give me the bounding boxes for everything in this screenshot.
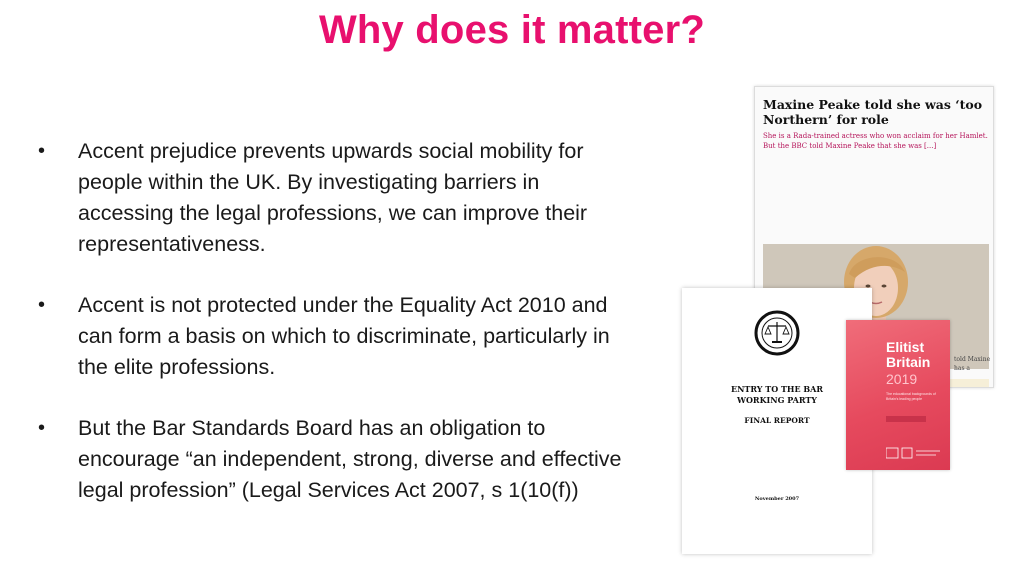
article-headline: Maxine Peake told she was ‘too Northern’ for role [763, 97, 983, 127]
report-subtitle: FINAL REPORT [744, 416, 810, 425]
elitist-britain-cover [846, 320, 950, 470]
eb-band [886, 416, 926, 422]
bullet-item [38, 136, 638, 260]
bullet-dot-icon: • [38, 417, 46, 439]
article-side-snippet: told Maxine has a [954, 356, 991, 372]
report-date: November 2007 [754, 496, 800, 502]
eb-title: Elitist Britain [886, 339, 931, 370]
report-cover [682, 288, 872, 554]
bullet-item [38, 290, 638, 383]
bullet-text: But the Bar Standards Board has an obligation to encourage “an independent, strong, diverse and effective legal profession” (Legal Services Act 2007, s 1(10(f)) [78, 416, 622, 502]
slide-title: Why does it matter? [318, 8, 706, 52]
eb-year: 2019 [886, 371, 918, 387]
bullet-text: Accent is not protected under the Equality Act 2010 and can form a basis on which to discriminate, particularly in the elite professions. [78, 293, 610, 379]
bullet-list [38, 136, 638, 536]
bullet-text: Accent prejudice prevents upwards social mobility for people within the UK. By investigating barriers in accessing the legal professions, we can improve their representativeness. [78, 139, 588, 256]
bullet-dot-icon: • [38, 140, 46, 162]
eb-description: The educational backgrounds of Britain's leading people [886, 392, 936, 401]
article-standfirst: She is a Rada-trained actress who won acclaim for her Hamlet. But the BBC told Maxine Peake that she was [...] [763, 132, 988, 150]
bullet-dot-icon: • [38, 294, 46, 316]
bullet-item [38, 413, 638, 506]
eb-logos-icon [886, 446, 942, 460]
report-title: ENTRY TO THE BAR WORKING PARTY [731, 384, 823, 405]
seal-icon [754, 310, 800, 356]
